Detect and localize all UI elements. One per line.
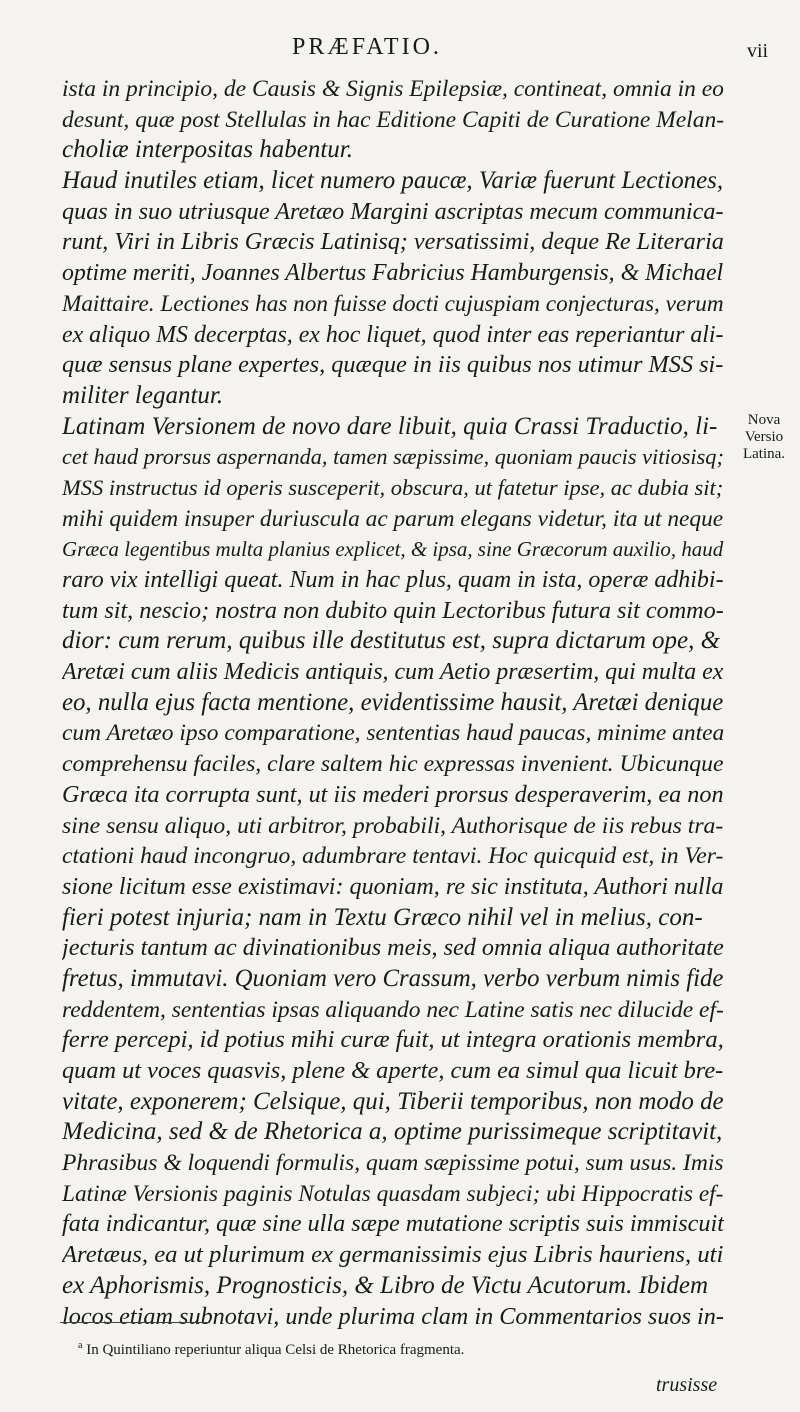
text-line: Haud inutiles etiam, licet numero paucæ, Variæ fuerunt Lectiones, xyxy=(62,167,724,195)
body-text xyxy=(62,74,724,1332)
margin-note-line: Versio xyxy=(744,429,784,445)
text-line: ista in principio, de Causis & Signis Epilepsiæ, contineat, omnia in eo xyxy=(62,76,724,102)
footnote-text: In Quintiliano reperiuntur aliqua Celsi de Rhetorica fragmenta. xyxy=(86,1342,465,1358)
text-line: ctationi haud incongruo, adumbrare tentavi. Hoc quicquid est, in Ver- xyxy=(62,843,724,870)
text-line: cet haud prorsus aspernanda, tamen sæpissime, quoniam paucis vitiosisq; xyxy=(62,444,724,470)
text-line: ex aliquo MS decerptas, ex hoc liquet, quod inter eas reperiantur ali- xyxy=(62,321,724,348)
footnote xyxy=(78,1340,718,1359)
text-line: Latinam Versionem de novo dare libuit, quia Crassi Traductio, li- xyxy=(62,412,718,440)
text-line: Aretæi cum aliis Medicis antiquis, cum Aetio præsertim, qui multa ex xyxy=(62,659,724,686)
text-line: fata indicantur, quæ sine ulla sæpe mutatione scriptis suis immiscuit xyxy=(62,1210,724,1238)
text-line: quas in suo utriusque Aretæo Margini ascriptas mecum communica- xyxy=(62,197,724,225)
text-line: vitate, exponerem; Celsique, qui, Tiberii temporibus, non modo de xyxy=(62,1087,724,1115)
text-line: locos etiam subnotavi, unde plurima clam in Commentarios suos in- xyxy=(62,1302,724,1330)
page-number: vii xyxy=(747,40,769,62)
text-line: mihi quidem insuper duriuscula ac parum elegans videtur, ita ut neque xyxy=(62,505,724,532)
text-line: quam ut voces quasvis, plene & aperte, cum ea simul qua licuit bre- xyxy=(62,1057,724,1084)
text-line: desunt, quæ post Stellulas in hac Editione Capiti de Curatione Melan- xyxy=(62,106,724,133)
text-line: optime meriti, Joannes Albertus Fabricius Hamburgensis, & Michael xyxy=(62,260,724,287)
margin-note xyxy=(730,412,798,463)
text-line: jecturis tantum ac divinationibus meis, sed omnia aliqua authoritate xyxy=(62,934,724,962)
text-line: sione licitum esse existimavi: quoniam, re sic instituta, Authori nulla xyxy=(62,873,724,900)
text-line: fretus, immutavi. Quoniam vero Crassum, verbo verbum nimis fide xyxy=(62,964,724,992)
text-line: MSS instructus id operis susceperit, obscura, ut fatetur ipse, ac dubia sit; xyxy=(62,474,724,500)
footnote-rule xyxy=(60,1322,210,1323)
text-line: Phrasibus & loquendi formulis, quam sæpissime potui, sum usus. Imis xyxy=(62,1150,724,1177)
margin-note-line: Nova xyxy=(747,412,781,428)
running-header xyxy=(0,26,800,66)
text-line: Latinæ Versionis paginis Notulas quasdam subjeci; ubi Hippocratis ef- xyxy=(62,1180,724,1207)
text-line: sine sensu aliquo, uti arbitror, probabili, Authorisque de iis rebus tra- xyxy=(62,812,724,839)
text-line: Maittaire. Lectiones has non fuisse docti cujuspiam conjecturas, verum xyxy=(62,290,724,317)
text-line: cum Aretæo ipso comparatione, sententias haud paucas, minime antea xyxy=(62,720,724,747)
text-line: dior: cum rerum, quibus ille destitutus est, supra dictarum ope, & xyxy=(62,627,721,655)
text-line: reddentem, sententias ipsas aliquando nec Latine satis nec dilucide ef- xyxy=(62,996,724,1023)
text-line: comprehensu faciles, clare saltem hic expressas invenient. Ubicunque xyxy=(62,751,724,778)
text-line: raro vix intelligi queat. Num in hac plus, quam in ista, operæ adhibi- xyxy=(62,567,724,593)
text-line: choliæ interpositas habentur. xyxy=(62,136,353,164)
text-line: eo, nulla ejus facta mentione, evidentissime hausit, Aretæi denique xyxy=(62,688,724,716)
text-line: Græca legentibus multa planius explicet, & ipsa, sine Græcorum auxilio, haud xyxy=(62,537,724,562)
catchword: trusisse xyxy=(656,1374,718,1396)
text-line: ferre percepi, id potius mihi curæ fuit, ut integra orationis membra, xyxy=(62,1026,724,1054)
page-title: PRÆFATIO. xyxy=(292,34,442,60)
footnote-marker: a xyxy=(78,1340,83,1351)
text-line: quæ sensus plane expertes, quæque in iis quibus nos utimur MSS si- xyxy=(62,351,724,379)
text-line: Græca ita corrupta sunt, ut iis mederi prorsus desperaverim, ea non xyxy=(62,780,724,808)
text-line: Medicina, sed & de Rhetorica a, optime purissimeque scriptitavit, xyxy=(62,1118,723,1146)
text-line: tum sit, nescio; nostra non dubito quin Lectoribus futura sit commo- xyxy=(62,596,724,624)
text-line: runt, Viri in Libris Græcis Latinisq; versatissimi, deque Re Literaria xyxy=(62,228,724,256)
text-line: fieri potest injuria; nam in Textu Græco nihil vel in melius, con- xyxy=(62,903,703,931)
margin-note-line: Latina. xyxy=(742,446,786,462)
text-line: Aretæus, ea ut plurimum ex germanissimis ejus Libris hauriens, uti xyxy=(62,1241,724,1269)
text-line: ex Aphorismis, Prognosticis, & Libro de Victu Acutorum. Ibidem xyxy=(62,1271,709,1299)
text-line: militer legantur. xyxy=(62,381,224,409)
